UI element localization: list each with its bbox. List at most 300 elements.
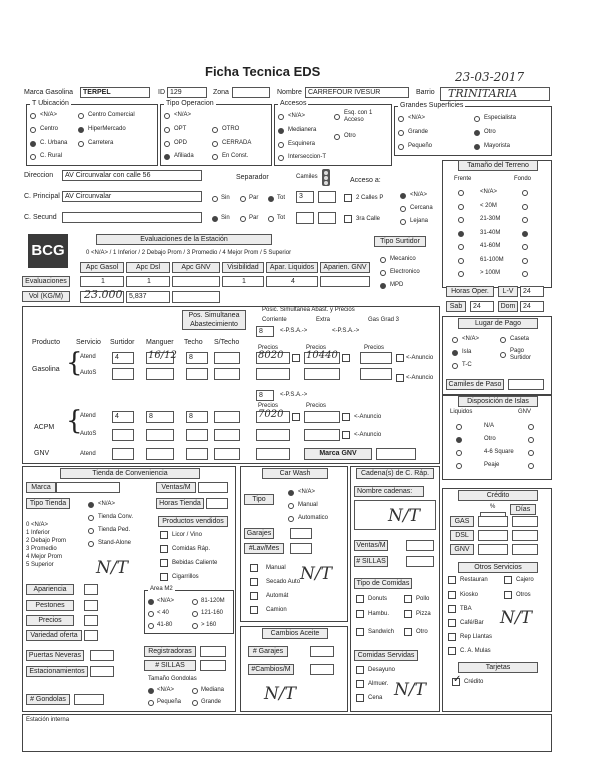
islas-gnv-radio[interactable]	[528, 463, 534, 469]
almuerzo-checkbox[interactable]	[356, 680, 364, 688]
precio-acpm2-field[interactable]	[304, 411, 340, 423]
marca-field[interactable]: TERPEL	[80, 87, 150, 98]
area-na-radio[interactable]	[148, 599, 154, 605]
producto-vendido: Licor / Vino	[172, 532, 202, 538]
credito-dsl-dias-field[interactable]	[512, 530, 538, 541]
cadena-sillas-field[interactable]	[406, 556, 434, 567]
nombre-cadenas-label: Nombre cadenas:	[354, 486, 424, 497]
carwash-check-label: Camion	[266, 607, 287, 613]
precio-label: Precios	[258, 403, 279, 409]
gnv-atend-stecho[interactable]	[214, 448, 240, 460]
accesos-esq-radio[interactable]	[334, 114, 340, 120]
producto-vendido: Cigarrillos	[172, 574, 199, 580]
pago-option: <N/A>	[462, 336, 480, 342]
c-principal-sin-radio[interactable]	[212, 196, 218, 202]
area-121-radio[interactable]	[192, 611, 198, 617]
autos-anuncio-checkbox[interactable]	[396, 374, 404, 382]
id-field[interactable]: 129	[167, 87, 207, 98]
bcg-logo: BCG	[28, 234, 68, 268]
vol-gnv-field[interactable]	[172, 291, 220, 303]
operacion-const-radio[interactable]	[212, 154, 218, 160]
precio-label: Precios	[258, 345, 279, 351]
c-secund-par-radio[interactable]	[240, 216, 246, 222]
handwritten-precio-corriente: 8020	[258, 350, 284, 361]
credito-dias-label: Días	[510, 504, 536, 515]
operacion-na-radio[interactable]	[164, 113, 170, 119]
terreno-fondo-radio[interactable]	[522, 231, 528, 237]
llantas-checkbox[interactable]	[448, 633, 456, 641]
c-secund-num2-field[interactable]	[318, 212, 336, 224]
carwash-auto-radio[interactable]	[288, 516, 294, 522]
eval-aparien-gnv[interactable]	[320, 276, 370, 287]
zona-label: Zona	[213, 89, 229, 96]
cambios-garajes-field[interactable]	[310, 646, 334, 657]
col-stecho: S/Techo	[214, 339, 240, 346]
tienda-tipo-option: <N/A>	[98, 501, 116, 507]
form-title: Ficha Tecnica EDS	[205, 64, 321, 79]
c-principal-tot-radio[interactable]	[268, 196, 274, 202]
operacion-option: CERRADA	[222, 140, 252, 146]
pago-surtidor-radio[interactable]	[500, 352, 506, 358]
pestones-field[interactable]	[84, 600, 98, 611]
acpm-anuncio-checkbox[interactable]	[292, 413, 300, 421]
scale-item: 0 <N/A>	[26, 522, 49, 528]
ubicacion-carretera-radio[interactable]	[78, 141, 84, 147]
desayuno-checkbox[interactable]	[356, 666, 364, 674]
area-40-radio[interactable]	[148, 611, 154, 617]
terreno-fondo-label: Fondo	[514, 176, 532, 182]
acceso-na-radio[interactable]	[400, 193, 406, 199]
terreno-fondo-radio[interactable]	[522, 204, 528, 210]
kiosko-checkbox[interactable]	[448, 591, 456, 599]
cw-secado-checkbox[interactable]	[250, 578, 258, 586]
precios-field[interactable]	[84, 615, 98, 626]
comidas-checkbox[interactable]	[160, 545, 168, 553]
precio-label: Precios	[306, 345, 327, 351]
precio-grad3-field[interactable]	[360, 352, 392, 364]
superficies-otro-radio[interactable]	[474, 130, 480, 136]
servicio-label: Restauran	[460, 577, 488, 583]
servicio-label: Kiosko	[460, 592, 479, 598]
marca-gnv-field[interactable]	[376, 448, 416, 460]
tercera-calle-label: 3ra Calle	[356, 216, 381, 222]
credito-gnv-field[interactable]	[478, 544, 508, 555]
ubicacion-centro-radio[interactable]	[30, 127, 36, 133]
c-secund-sin-radio[interactable]	[212, 216, 218, 222]
lugar-pago-title: Lugar de Pago	[458, 318, 538, 329]
c-principal-num-field[interactable]: 3	[296, 191, 314, 203]
credito-gas-dias-field[interactable]	[512, 516, 538, 527]
terreno-title: Tamaño del Terreno	[458, 160, 538, 171]
terreno-fondo-radio[interactable]	[522, 244, 528, 250]
handwritten-vol: 23.000	[84, 288, 123, 301]
pollo-checkbox[interactable]	[404, 595, 412, 603]
lav-mes-label: #Lav/Mes	[244, 543, 284, 554]
operacion-option: OPD	[174, 140, 188, 146]
gas-autos-surtidor[interactable]	[112, 368, 134, 380]
tipo-comidas-title: Tipo de Comidas	[354, 578, 412, 589]
cw-manual-checkbox[interactable]	[250, 564, 258, 572]
terreno-frente-radio[interactable]	[458, 271, 464, 277]
vol-dsl-field[interactable]: 5,837	[126, 291, 170, 303]
psa-label: <-P.S.A.->	[332, 328, 360, 334]
eval-apc-gnv[interactable]	[172, 276, 220, 287]
gas-atend-surtidor[interactable]: 4	[112, 352, 134, 364]
operacion-option: OPT	[174, 126, 187, 132]
licor-checkbox[interactable]	[160, 531, 168, 539]
tarjeta-credito-label: Crédito	[464, 679, 484, 685]
gas-grad3-label: Gas Grad 3	[368, 317, 400, 323]
pago-na-radio[interactable]	[452, 337, 458, 343]
lv-label: L-V	[498, 286, 518, 297]
gas-atend-stecho[interactable]	[214, 352, 240, 364]
ubicacion-cc-radio[interactable]	[78, 113, 84, 119]
car-wash-tipo-label: Tipo	[244, 494, 274, 505]
operacion-option: <N/A>	[174, 112, 192, 118]
disposicion-liquidos: Liquidos	[450, 409, 473, 415]
acpm-atend-manguer[interactable]: 8	[146, 411, 174, 423]
c-secund-field[interactable]	[62, 212, 202, 223]
otros-checkbox[interactable]	[504, 591, 512, 599]
comida-label: Donuts	[368, 596, 388, 602]
operacion-afiliada-radio[interactable]	[164, 154, 170, 160]
operacion-option: En Const.	[222, 153, 249, 159]
credito-dsl-label: DSL	[450, 530, 474, 541]
islas-gnv-radio[interactable]	[528, 424, 534, 430]
handwritten-manguer: 16/12	[148, 350, 177, 361]
terreno-frente-radio[interactable]	[458, 204, 464, 210]
variedad-field[interactable]	[84, 630, 98, 641]
operacion-otro-radio[interactable]	[212, 127, 218, 133]
sandwich-checkbox[interactable]	[356, 628, 364, 636]
dos-calles-checkbox[interactable]	[344, 194, 352, 202]
lav-mes-field[interactable]	[290, 543, 312, 554]
tienda-sillas-field[interactable]	[200, 660, 226, 671]
scale-item: 1 Inferior	[26, 530, 50, 536]
precio-label: Precios	[306, 403, 327, 409]
tarjetas-title: Tarjetas	[458, 662, 538, 673]
gondolas-grande-radio[interactable]	[192, 700, 198, 706]
evaluaciones-scale: 0 <N/A> / 1 Inferior / 2 Debajo Prom / 3 Promedio / 4 Mejor Prom / 5 Superior	[86, 250, 292, 256]
gasolina-autos-label: AutoS	[80, 370, 97, 376]
servicio-label: Rep Llantas	[460, 634, 493, 640]
cigarrillos-checkbox[interactable]	[160, 573, 168, 581]
cadena-ventas-label: Ventas/M	[354, 540, 388, 551]
credito-gas-field[interactable]	[478, 516, 508, 527]
surtidor-mpd-radio[interactable]	[380, 283, 386, 289]
c-secund-num-field[interactable]	[296, 212, 314, 224]
acpm-atend-techo[interactable]: 8	[186, 411, 208, 423]
superficies-option: Otro	[484, 129, 496, 135]
accesos-esquinera-radio[interactable]	[278, 142, 284, 148]
marca-gnv-label: Marca GNV	[304, 448, 372, 460]
superficies-grande-radio[interactable]	[398, 130, 404, 136]
tienda-tipo-option: Tienda Conv.	[98, 514, 134, 520]
credito-dsl-field[interactable]	[478, 530, 508, 541]
cw-camion-checkbox[interactable]	[250, 606, 258, 614]
islas-option: Otro	[484, 436, 496, 442]
terreno-frente-radio[interactable]	[458, 190, 464, 196]
eval-apc-gasol[interactable]: 1	[80, 276, 124, 287]
surtidor-mecanico-radio[interactable]	[380, 257, 386, 263]
c-secund-tot-radio[interactable]	[268, 216, 274, 222]
disposicion-gnv: GNV	[518, 409, 532, 415]
eval-apar-liquidos[interactable]: 4	[266, 276, 318, 287]
area-160-radio[interactable]	[192, 623, 198, 629]
variedad-label: Variedad oferta	[26, 630, 82, 641]
gnv-atend-techo[interactable]	[186, 448, 208, 460]
area-option: <N/A>	[157, 598, 175, 604]
pago-caseta-radio[interactable]	[500, 337, 506, 343]
otro-checkbox[interactable]	[404, 628, 412, 636]
c-principal-par-radio[interactable]	[240, 196, 246, 202]
precio-label: Precios	[364, 345, 385, 351]
terreno-fondo-radio[interactable]	[522, 271, 528, 277]
superficies-pequeno-radio[interactable]	[398, 144, 404, 150]
gondolas-na-radio[interactable]	[148, 688, 154, 694]
islas-liquidos-radio[interactable]	[456, 437, 462, 443]
terreno-fondo-radio[interactable]	[522, 190, 528, 196]
islas-liquidos-radio[interactable]	[456, 463, 462, 469]
gondolas-title: Tamaño Gondolas	[148, 676, 197, 682]
handwritten-precio-acpm: 7020	[258, 409, 284, 420]
tienda-ped-radio[interactable]	[88, 528, 94, 534]
garajes-field[interactable]	[290, 528, 312, 539]
superficies-na-radio[interactable]	[398, 116, 404, 122]
operacion-opt-radio[interactable]	[164, 127, 170, 133]
superficies-mayorista-radio[interactable]	[474, 144, 480, 150]
corriente-anuncio-checkbox[interactable]	[292, 354, 300, 362]
area-41-radio[interactable]	[148, 623, 154, 629]
acceso-lejana-radio[interactable]	[400, 219, 406, 225]
eval-apc-dsl[interactable]: 1	[126, 276, 170, 287]
nombre-label: Nombre	[277, 89, 302, 96]
servicio-label: TBA	[460, 606, 472, 612]
pago-option: Pago Surtidor	[510, 348, 532, 361]
pos-acpm-field[interactable]: 8	[256, 390, 274, 401]
camiles-label: Camiles	[296, 174, 318, 180]
c-principal-field[interactable]: AV Circunvalar	[62, 191, 202, 202]
pestones-label: Pestones	[26, 600, 74, 611]
extra-anuncio-checkbox[interactable]	[342, 354, 350, 362]
lv-field[interactable]: 24	[520, 286, 544, 297]
nombre-field[interactable]: CARREFOUR IVESUR	[305, 87, 409, 98]
bebidas-checkbox[interactable]	[160, 559, 168, 567]
cambios-title: Cambios Aceite	[262, 628, 328, 639]
carwash-na-radio[interactable]	[288, 490, 294, 496]
acpm2-anuncio-checkbox[interactable]	[342, 413, 350, 421]
islas-liquidos-radio[interactable]	[456, 450, 462, 456]
gnv-atend-surtidor[interactable]	[112, 448, 134, 460]
gasolina-brace: {	[66, 348, 83, 378]
gondolas-option: <N/A>	[157, 687, 175, 693]
gondolas-mediana-radio[interactable]	[192, 688, 198, 694]
precio-acpm2-autos-field[interactable]	[304, 429, 340, 441]
islas-liquidos-radio[interactable]	[456, 424, 462, 430]
anuncio-label: <-Anuncio	[354, 432, 382, 438]
registradoras-field[interactable]	[200, 646, 226, 657]
credito-pct-label: %	[490, 504, 496, 510]
precio-corriente-autos-field[interactable]	[256, 368, 290, 380]
camiles-paso-field[interactable]	[508, 379, 544, 390]
gnv-precio-field[interactable]	[256, 448, 290, 460]
c-principal-num2-field[interactable]	[318, 191, 336, 203]
carwash-check-label: Manual	[266, 565, 286, 571]
acpm-autos-anuncio-checkbox[interactable]	[342, 431, 350, 439]
terreno-frente-radio[interactable]	[458, 244, 464, 250]
dom-field[interactable]: 24	[520, 301, 544, 312]
gas-autos-manguer[interactable]	[146, 368, 174, 380]
puertas-field[interactable]	[90, 650, 114, 661]
tienda-tipo-option: Tienda Ped.	[98, 527, 131, 533]
gondolas-option: Pequeña	[157, 699, 182, 705]
gas-atend-techo[interactable]: 8	[186, 352, 208, 364]
area-81-radio[interactable]	[192, 599, 198, 605]
anuncio-label: <-Anuncio	[406, 375, 434, 381]
mulas-checkbox[interactable]	[448, 647, 456, 655]
eval-visibilidad[interactable]: 1	[222, 276, 264, 287]
accesos-option: Esquinera	[288, 141, 316, 147]
barrio-label: Barrio	[416, 89, 435, 96]
terreno-frente-radio[interactable]	[458, 258, 464, 264]
servida-label: Almuer.	[368, 681, 389, 687]
acpm-autos-techo[interactable]	[186, 429, 208, 441]
acpm-atend-stecho[interactable]	[214, 411, 240, 423]
terreno-frente-radio[interactable]	[458, 217, 464, 223]
traffic-light-icon	[318, 168, 334, 188]
cambios-mes-field[interactable]	[310, 664, 334, 675]
tienda-conv-radio[interactable]	[88, 515, 94, 521]
credito-gnv-dias-field[interactable]	[512, 544, 538, 555]
accesos-option: Otro	[344, 133, 356, 139]
precio-grad3-autos-field[interactable]	[360, 368, 392, 380]
acceso-cercana-radio[interactable]	[400, 206, 406, 212]
separador-label: Separador	[236, 174, 269, 181]
ubicacion-hiper-radio[interactable]	[78, 127, 84, 133]
comida-label: Pizza	[416, 611, 431, 617]
producto-vendido: Comidas Ráp.	[172, 546, 211, 552]
pago-option: Isla	[462, 349, 472, 355]
handwritten-nt-carwash: N/T	[300, 564, 332, 584]
carwash-option: Manual	[298, 502, 318, 508]
tienda-ventas-field[interactable]	[198, 482, 228, 493]
pago-isla-radio[interactable]	[452, 350, 458, 356]
cw-automat-checkbox[interactable]	[250, 592, 258, 600]
check-mark-icon: ✓	[453, 674, 462, 685]
tienda-marca-field[interactable]	[56, 482, 120, 493]
pizza-checkbox[interactable]	[404, 610, 412, 618]
acpm-autos-stecho[interactable]	[214, 429, 240, 441]
ubicacion-title: T Ubicación	[32, 100, 69, 107]
tba-checkbox[interactable]	[448, 605, 456, 613]
gas-autos-stecho[interactable]	[214, 368, 240, 380]
accesos-interseccion-radio[interactable]	[278, 155, 284, 161]
cafe-checkbox[interactable]	[448, 619, 456, 627]
ubicacion-urbana-radio[interactable]	[30, 141, 36, 147]
comida-label: Hambu.	[368, 611, 390, 617]
terreno-fondo-radio[interactable]	[522, 217, 528, 223]
islas-gnv-radio[interactable]	[528, 450, 534, 456]
direccion-field[interactable]: AV Circunvalar con calle 56	[62, 170, 202, 181]
estacionamientos-label: Estacionamientos	[26, 666, 88, 677]
c-secund-label: C. Secund	[24, 214, 57, 221]
productos-vendidos-title: Productos vendidos	[158, 516, 228, 527]
apariencia-field[interactable]	[84, 584, 98, 595]
acpm-autos-surtidor[interactable]	[112, 429, 134, 441]
donuts-checkbox[interactable]	[356, 595, 364, 603]
cadena-ventas-field[interactable]	[406, 540, 434, 551]
superficies-option: Grande	[408, 129, 429, 135]
cadena-sillas-label: # SILLAS	[354, 556, 388, 567]
terreno-fondo-radio[interactable]	[522, 258, 528, 264]
precio-acpm-autos-field[interactable]	[256, 429, 290, 441]
accesos-na-radio[interactable]	[278, 114, 284, 120]
ubicacion-option: <N/A>	[40, 112, 58, 118]
zona-field[interactable]	[232, 87, 270, 98]
posic-header: Posic. Simultanea Abast. y Precios	[262, 307, 355, 313]
tienda-na-radio[interactable]	[88, 502, 94, 508]
operacion-opd-radio[interactable]	[164, 141, 170, 147]
servicio-label: C. A. Mulas	[460, 648, 491, 654]
gas-autos-techo[interactable]	[186, 368, 208, 380]
accesos-otro-radio[interactable]	[334, 134, 340, 140]
grad3-anuncio-checkbox[interactable]	[396, 354, 404, 362]
handwritten-date: 23-03-2017	[455, 70, 525, 84]
accesos-option: <N/A>	[288, 113, 306, 119]
direccion-label: Direccion	[24, 172, 54, 179]
servida-label: Cena	[368, 695, 383, 701]
carwash-manual-radio[interactable]	[288, 503, 294, 509]
tienda-standalone-radio[interactable]	[88, 541, 94, 547]
gondolas-option: Grande	[201, 699, 222, 705]
acpm-atend-surtidor[interactable]: 4	[112, 411, 134, 423]
estacionamientos-field[interactable]	[90, 666, 114, 677]
pos-gasolina-field[interactable]: 8	[256, 326, 274, 337]
accesos-medianera-radio[interactable]	[278, 128, 284, 134]
cena-checkbox[interactable]	[356, 694, 364, 702]
servicio-label: Café/Bar	[460, 620, 484, 626]
gondolas-pequena-radio[interactable]	[148, 700, 154, 706]
comida-label: Otro	[416, 629, 428, 635]
tienda-sillas-label: # SILLAS	[144, 660, 196, 671]
restauran-checkbox[interactable]	[448, 576, 456, 584]
hambu-checkbox[interactable]	[356, 610, 364, 618]
islas-option: 4-6 Square	[484, 449, 514, 455]
area-option: 121-160	[201, 610, 224, 616]
operacion-cerrada-radio[interactable]	[212, 141, 218, 147]
acpm-autos-manguer[interactable]	[146, 429, 174, 441]
pago-option: T-C	[462, 362, 472, 368]
tercera-calle-checkbox[interactable]	[344, 215, 352, 223]
sab-field[interactable]: 24	[470, 301, 494, 312]
ubicacion-na-radio[interactable]	[30, 113, 36, 119]
gnv-atend-manguer[interactable]	[146, 448, 174, 460]
handwritten-nt-comidas: N/T	[394, 680, 426, 700]
col-producto: Producto	[32, 339, 61, 346]
superficies-especialista-radio[interactable]	[474, 116, 480, 122]
islas-gnv-radio[interactable]	[528, 437, 534, 443]
cajero-checkbox[interactable]	[504, 576, 512, 584]
precio-extra-autos-field[interactable]	[304, 368, 340, 380]
horas-tienda-field[interactable]	[206, 498, 228, 509]
handwritten-nt-cambios: N/T	[264, 684, 296, 704]
pago-tc-radio[interactable]	[452, 363, 458, 369]
ubicacion-rural-radio[interactable]	[30, 154, 36, 160]
surtidor-electronico-radio[interactable]	[380, 270, 386, 276]
terreno-frente-radio[interactable]	[458, 231, 464, 237]
c-secund-sin-label: Sin	[221, 215, 230, 221]
num-gondolas-field[interactable]	[74, 694, 104, 705]
